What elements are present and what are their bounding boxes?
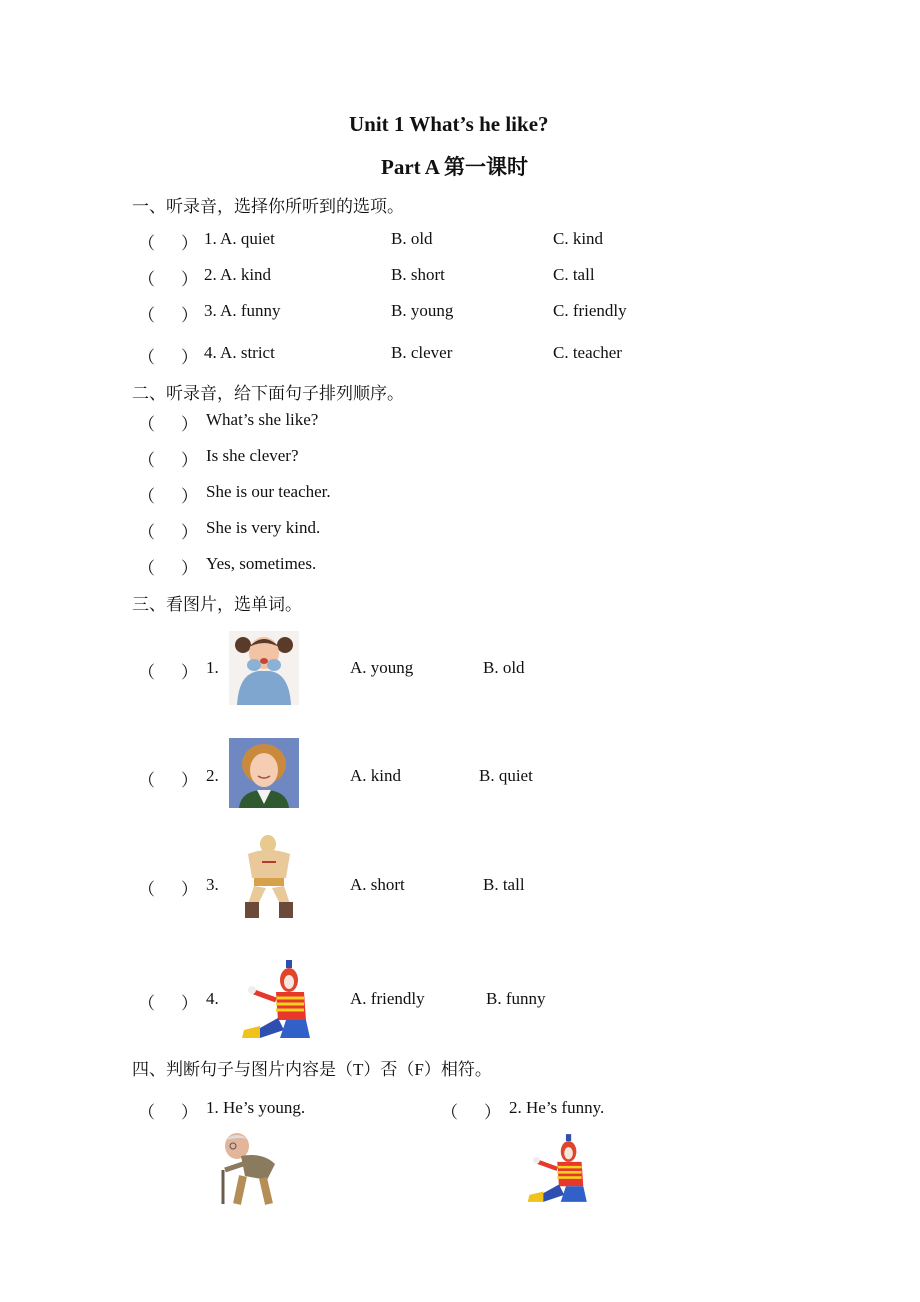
answer-blank[interactable]: （ ） [138,348,198,367]
section2-heading: 二、听录音，给下面句子排列顺序。 [132,384,404,403]
woman-portrait-picture [229,738,299,808]
option-b: B. old [483,658,525,677]
answer-blank[interactable]: （ ） [441,1103,501,1122]
option-a: A. young [350,658,414,677]
question-option-b: B. old [391,229,433,248]
muscular-hero-picture [240,834,298,918]
sentence-text: Yes, sometimes. [206,554,317,573]
answer-blank[interactable]: （ ） [138,451,198,470]
question-option-c: C. tall [553,265,595,284]
answer-blank[interactable]: （ ） [138,270,198,289]
question-option-a: 2. A. kind [204,265,272,284]
option-a: A. short [350,875,405,894]
clown-picture [240,960,316,1038]
answer-blank[interactable]: （ ） [138,523,198,542]
section4-heading: 四、判断句子与图片内容是（T）否（F）相符。 [132,1060,492,1079]
little-girl-picture [229,631,299,705]
answer-blank[interactable]: （ ） [138,771,198,790]
section1-heading: 一、听录音，选择你所听到的选项。 [132,197,404,216]
item-number: 2. [206,766,219,785]
option-a: A. friendly [350,989,425,1008]
answer-blank[interactable]: （ ） [138,1103,198,1122]
option-b: B. quiet [479,766,533,785]
question-option-c: C. kind [553,229,604,248]
clown-picture [526,1130,592,1206]
answer-blank[interactable]: （ ） [138,234,198,253]
option-b: B. tall [483,875,525,894]
item-number: 3. [206,875,219,894]
answer-blank[interactable]: （ ） [138,487,198,506]
question-option-a: 1. A. quiet [204,229,275,248]
answer-blank[interactable]: （ ） [138,994,198,1013]
item-number: 1. [206,658,219,677]
page-subtitle: Part A 第一课时 [381,155,528,179]
statement-text: 2. He’s funny. [509,1098,605,1117]
sentence-text: Is she clever? [206,446,299,465]
answer-blank[interactable]: （ ） [138,663,198,682]
answer-blank[interactable]: （ ） [138,415,198,434]
page-title: Unit 1 What’s he like? [349,112,549,136]
old-man-with-cane-picture [213,1130,283,1206]
sentence-text: She is very kind. [206,518,321,537]
statement-text: 1. He’s young. [206,1098,306,1117]
question-option-b: B. short [391,265,445,284]
question-option-b: B. young [391,301,454,320]
question-option-a: 4. A. strict [204,343,275,362]
option-a: A. kind [350,766,401,785]
question-option-c: C. teacher [553,343,622,362]
answer-blank[interactable]: （ ） [138,880,198,899]
question-option-c: C. friendly [553,301,627,320]
sentence-text: What’s she like? [206,410,319,429]
question-option-b: B. clever [391,343,453,362]
sentence-text: She is our teacher. [206,482,331,501]
question-option-a: 3. A. funny [204,301,281,320]
section3-heading: 三、看图片，选单词。 [132,595,302,614]
option-b: B. funny [486,989,546,1008]
answer-blank[interactable]: （ ） [138,306,198,325]
item-number: 4. [206,989,219,1008]
answer-blank[interactable]: （ ） [138,559,198,578]
